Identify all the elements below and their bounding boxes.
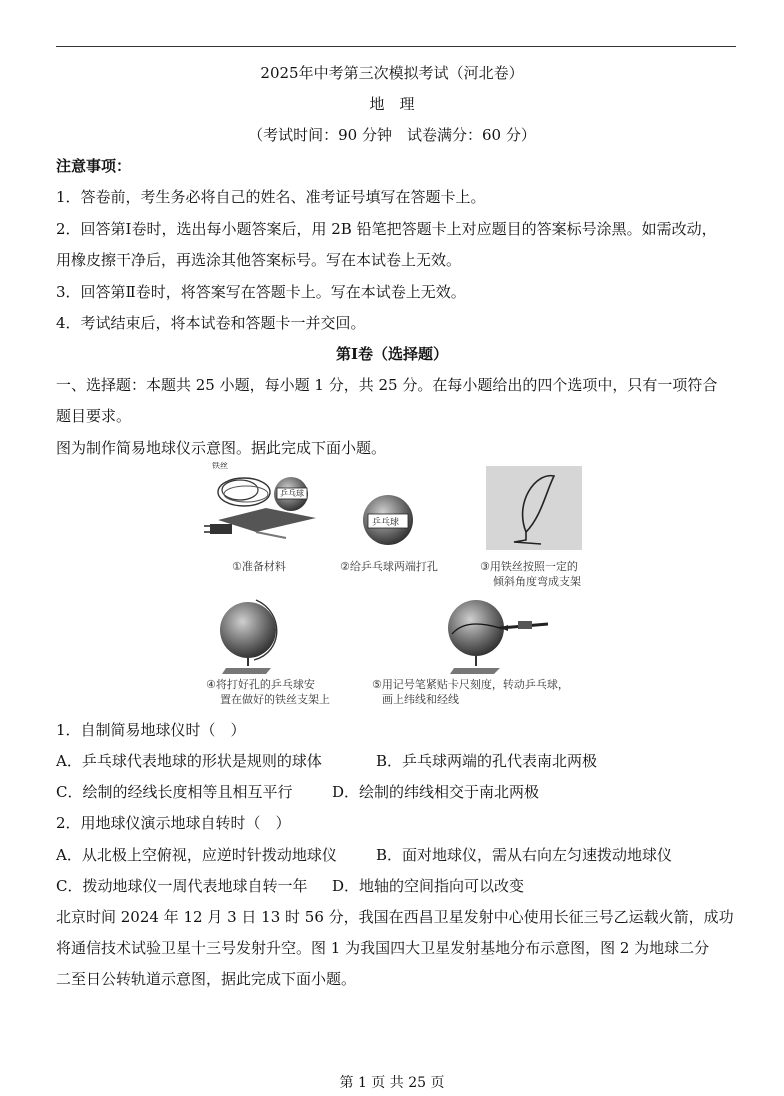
question-2-options-row-1 [56,844,740,865]
notice-item-4: 4．考试结束后，将本试卷和答题卡一并交回。 [56,314,366,332]
notice-item-2: 2．回答第Ⅰ卷时，选出每小题答案后，用 2B 铅笔把答题卡上对应题目的答案标号涂黑。如需改动， [56,220,717,238]
passage-line-3: 二至日公转轨道示意图，据此完成下面小题。 [56,970,357,988]
step5-drawing [448,600,548,674]
section-title: 第Ⅰ卷（选择题） [335,345,449,363]
question-1-stem: 1．自制简易地球仪时（ ） [56,721,246,739]
caption-step-2: ②给乒乓球两端打孔 [340,560,438,573]
caption-step-3: ③用铁丝按照一定的 [480,560,578,573]
notice-item-1: 1．答卷前，考生务必将自己的姓名、准考证号填写在答题卡上。 [56,188,486,206]
header-rule [56,46,736,47]
passage-line-2: 将通信技术试验卫星十三号发射升空。图 1 为我国四大卫星发射基地分布示意图，图 2 为地球二分 [56,939,710,957]
caption-step-5: ⑤用记号笔紧贴卡尺刻度，转动乒乓球， [372,678,569,691]
caption-step-1: ①准备材料 [232,560,286,573]
ball-label-1: 乒乓球 [280,489,304,498]
q2-option-b[interactable]: B．面对地球仪，需从右向左匀速拨动地球仪 [376,846,673,864]
q1-option-d[interactable]: D．绘制的纬线相交于南北两极 [332,783,540,801]
notice-item-2-cont: 用橡皮擦干净后，再选涂其他答案标号。写在本试卷上无效。 [56,251,462,269]
step3-stand [486,466,582,550]
subject-title: 地 理 [369,95,415,113]
q1-option-c[interactable]: C．绘制的经线长度相等且相互平行 [56,783,293,801]
figure-intro: 图为制作简易地球仪示意图。据此完成下面小题。 [56,439,387,457]
section-intro-cont: 题目要求。 [56,407,132,425]
step4-globe [220,600,277,674]
caption-step-4: ④将打好孔的乒乓球安 [206,678,315,691]
q2-option-d[interactable]: D．地轴的空间指向可以改变 [332,877,525,895]
page-footer: 第 1 页 共 25 页 [339,1075,445,1091]
notice-item-3: 3．回答第Ⅱ卷时，将答案写在答题卡上。写在本试卷上无效。 [56,283,466,301]
q2-option-c[interactable]: C．拨动地球仪一周代表地球自转一年 [56,877,308,895]
section-intro: 一、选择题：本题共 25 小题，每小题 1 分，共 25 分。在每小题给出的四个选项中，只有一项符合 [56,376,718,394]
q2-option-a[interactable]: A．从北极上空俯视，应逆时针拨动地球仪 [56,846,337,864]
caption-step-3-cont: 倾斜角度弯成支架 [493,575,581,588]
caption-step-4-cont: 置在做好的铁丝支架上 [220,693,330,706]
question-1-options-row-2 [56,781,740,802]
ball-label-2: 乒乓球 [372,518,400,528]
globe-making-figure [196,462,596,712]
passage-line-1: 北京时间 2024 年 12 月 3 日 13 时 56 分，我国在西昌卫星发射中心使用长征三号乙运载火箭，成功 [56,908,734,926]
question-2-options-row-2 [56,875,740,896]
q1-option-b[interactable]: B．乒乓球两端的孔代表南北两极 [376,752,598,770]
q1-option-a[interactable]: A．乒乓球代表地球的形状是规则的球体 [56,752,322,770]
question-2-stem: 2．用地球仪演示地球自转时（ ） [56,814,291,832]
question-1-options-row-1 [56,750,740,771]
exam-info: （考试时间：90 分钟 试卷满分：60 分） [248,126,536,144]
step1-materials [204,477,316,538]
notice-heading: 注意事项： [56,157,132,175]
caption-step-5-cont: 画上纬线和经线 [382,693,459,706]
wire-label: 铁丝 [212,462,228,470]
exam-title: 2025年中考第三次模拟考试（河北卷） [260,64,524,82]
